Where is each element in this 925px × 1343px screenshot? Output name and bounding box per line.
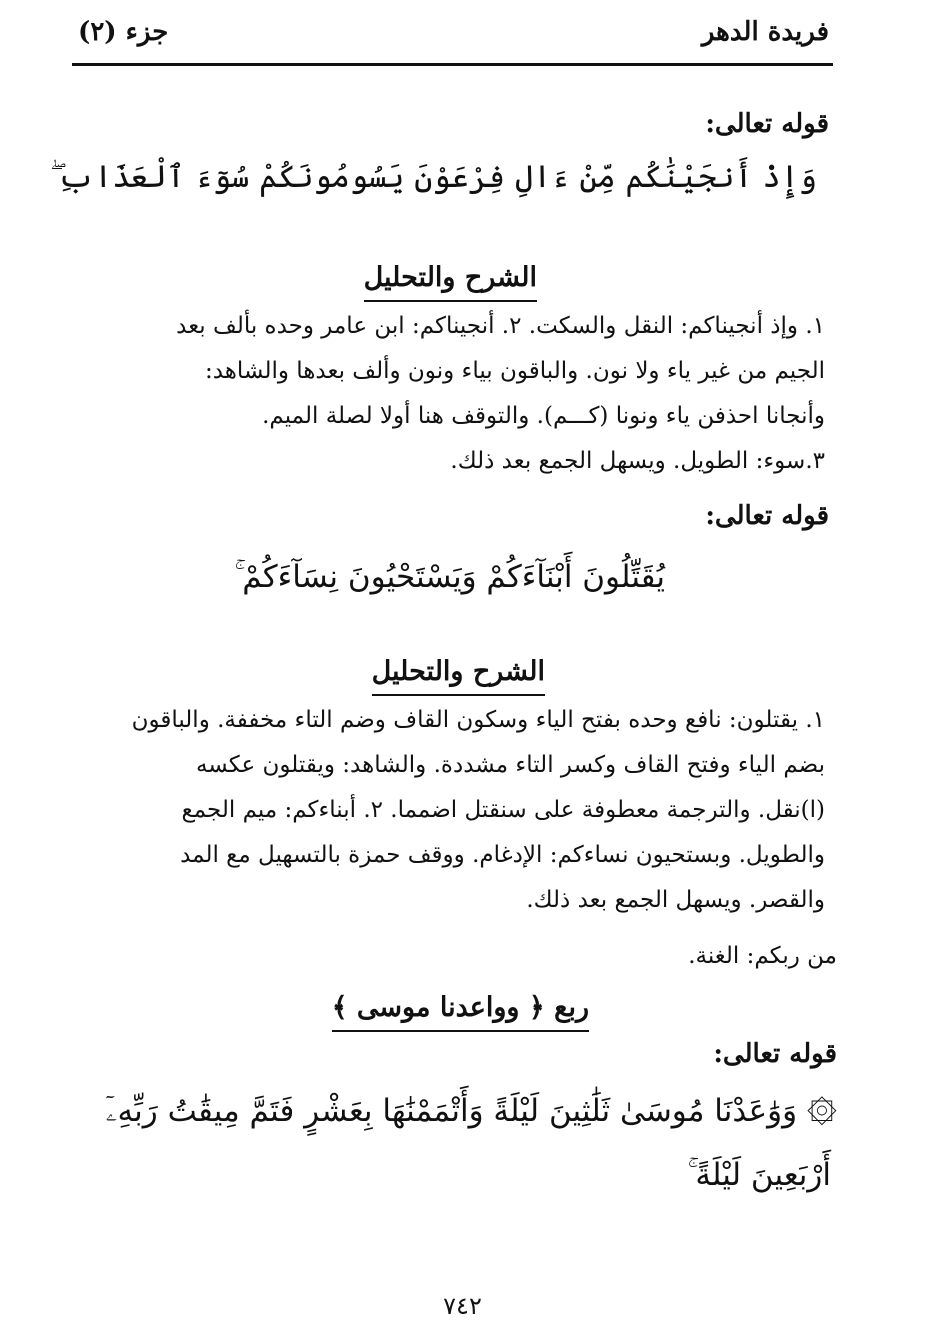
commentary-line: ١. وإذ أنجيناكم: النقل والسكت. ٢. أنجيناكم: ابن عامر وحده بألف بعد [176,313,825,339]
section-heading: الشرح والتحليل [364,258,537,302]
commentary-line: وأنجانا احذفن ياء ونونا (كـــم). والتوقف هنا أولا لصلة الميم. [262,403,825,429]
rub-heading: ربع ﴿ وواعدنا موسى ﴾ [332,988,589,1032]
commentary-line: والطويل. وبستحيون نساءكم: الإدغام. ووقف حمزة بالتسهيل مع المد [180,842,825,868]
commentary-paragraph [115,698,825,923]
page-number: ٧٤٢ [443,1292,482,1320]
commentary-line: ١. يقتلون: نافع وحده بفتح الياء وسكون القاف وضم التاء مخففة. والباقون [131,707,825,733]
section-heading: الشرح والتحليل [372,652,545,696]
commentary-line: الجيم من غير ياء ولا نون. والباقون بياء ونون وألف بعدها والشاهد: [204,358,825,384]
quran-verse-line: ۞ وَوَٰعَدْنَا مُوسَىٰ ثَلَٰثِينَ لَيْلَةً وَأَتْمَمْنَٰهَا بِعَشْرٍ فَتَمَّ مِيقَٰتُ رَبِّهِۦٓ [105,1093,837,1129]
commentary-line: (ا)نقل. والترجمة معطوفة على سنقتل اضمما. ٢. أبناءكم: ميم الجمع [181,797,825,823]
note-line: من ربكم: الغنة. [688,943,837,969]
verse-intro-label: قوله تعالى: [705,109,829,139]
quran-verse: يُقَتِّلُونَ أَبْنَآءَكُمْ وَيَسْتَحْيُونَ نِسَآءَكُمْ ۚ [234,559,665,595]
part-number: جزء (٢) [78,17,169,47]
quran-verse: وَإِذْ أَنجَيْنَٰكُم مِّنْ ءَالِ فِرْعَوْنَ يَسُومُونَكُمْ سُوٓءَ ٱلْعَذَابِ ۖ [50,159,817,195]
commentary-paragraph [115,304,825,484]
commentary-line: والقصر. ويسهل الجمع بعد ذلك. [526,887,825,913]
header-rule [72,63,833,66]
verse-intro-label: قوله تعالى: [705,501,829,531]
commentary-line: بضم الياء وفتح القاف وكسر التاء مشددة. والشاهد: ويقتلون عكسه [195,752,825,778]
verse-intro-label: قوله تعالى: [713,1039,837,1069]
commentary-line: ٣.سوء: الطويل. ويسهل الجمع بعد ذلك. [450,448,825,474]
quran-verse-line: أَرْبَعِينَ لَيْلَةً ۚ [687,1157,831,1193]
running-title: فريدة الدهر [701,17,829,47]
